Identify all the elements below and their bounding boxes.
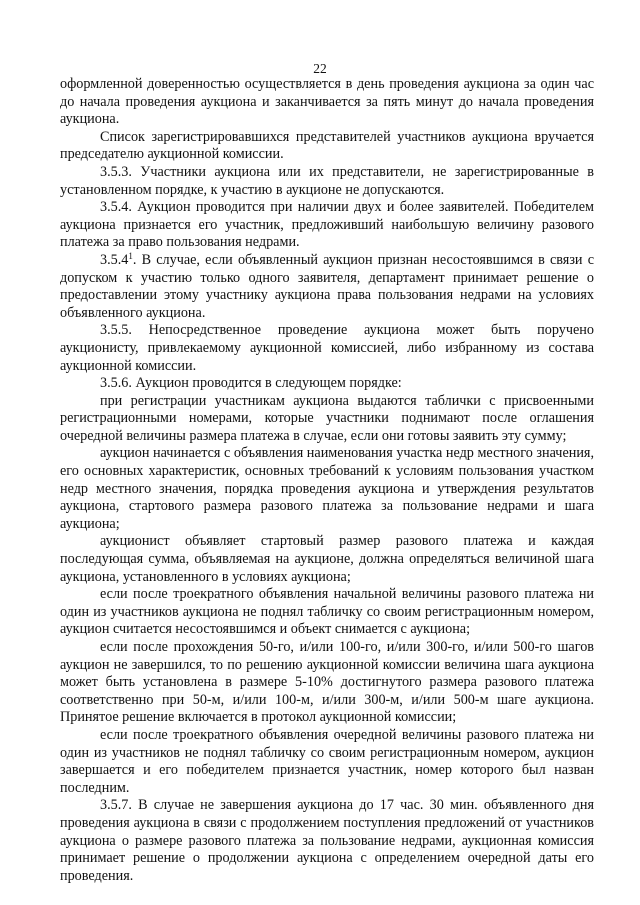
list-item-auction-end: если после троекратного объявления очередной величины разового платежа ни один из участников не поднял табличку со своим регистрационным номером, аукцион завершается и его победителем признается участник, номер которого был назван последним. [60, 726, 594, 796]
paragraph-3-5-5: 3.5.5. Непосредственное проведение аукциона может быть поручено аукционисту, привлекаемому аукционной комиссией, либо избранному из состава аукционной комиссии. [60, 322, 594, 374]
paragraph-registration-end: оформленной доверенностью осуществляется в день проведения аукциона за один час до начала проведения аукциона и заканчивается за пять минут до начала проведения аукциона. [60, 76, 594, 128]
paragraph-3-5-6: 3.5.6. Аукцион проводится в следующем порядке: [100, 375, 402, 392]
document-body [60, 76, 594, 885]
paragraph-3-5-4: 3.5.4. Аукцион проводится при наличии двух и более заявителей. Победителем аукциона признается его участник, предложивший наибольшую величину разового платежа за право пользования недрами. [60, 199, 594, 251]
list-item-no-bids: если после троекратного объявления начальной величины разового платежа ни один из участников аукциона не поднял табличку со своим регистрационным номером, аукцион считается несостоявшимся и объект снимается с аукциона; [60, 586, 594, 638]
paragraph-3-5-7: 3.5.7. В случае не завершения аукциона до 17 час. 30 мин. объявленного дня проведения аукциона в связи с продолжением поступления предложений от участников аукциона о размере разового платежа за пользование недрами, аукционная комиссия принимает решение о продолжении аукциона с определением очередной даты его проведения. [60, 797, 594, 884]
paragraph-registered-list: Список зарегистрировавшихся представителей участников аукциона вручается председателю аукционной комиссии. [60, 128, 594, 163]
clause-superscript: 1 [128, 250, 133, 261]
paragraph-3-5-4-1 [60, 252, 594, 322]
list-item-step-change: если после прохождения 50-го, и/или 100-го, и/или 300-го, и/или 500-го шагов аукцион не завершился, то по решению аукционной комиссии величина шага аукциона может быть установлена в размере 5-10% достигнутого размера разового платежа соответственно при 50-м, и/или 100-м, и/или 300-м, и/или 500-м шаге аукциона. Принятое решение включается в протокол аукционной комиссии; [60, 639, 594, 726]
clause-text: . В случае, если объявленный аукцион признан несостоявшимся в связи с допуском к участию только одного заявителя, департамент принимает решение о предоставлении этому участнику аукциона права пользования недрами на условиях объявленного аукциона. [60, 251, 594, 321]
paragraph-3-5-3: 3.5.3. Участники аукциона или их представители, не зарегистрированные в установленном порядке, к участию в аукционе не допускаются. [60, 163, 594, 198]
list-item-auction-start: аукцион начинается с объявления наименования участка недр местного значения, его основных характеристик, основных требований к условиям пользования участком недр местного значения, порядка проведения аукциона и утверждения результатов аукциона, стартового размера разового платежа за пользование недрами и шага аукциона; [60, 445, 594, 532]
page-number: 22 [313, 61, 327, 76]
list-item-starting-price: аукционист объявляет стартовый размер разового платежа и каждая последующая сумма, объявляемая на аукционе, должна определяться величиной шага аукциона, установленного в условиях аукциона; [60, 533, 594, 585]
list-item-registration-plates: при регистрации участникам аукциона выдаются таблички с присвоенными регистрационными номерами, которые участники поднимают после оглашения очередной величины размера платежа в случае, если они готовы заявить эту сумму; [60, 392, 594, 444]
clause-number: 3.5.4 [100, 251, 129, 268]
